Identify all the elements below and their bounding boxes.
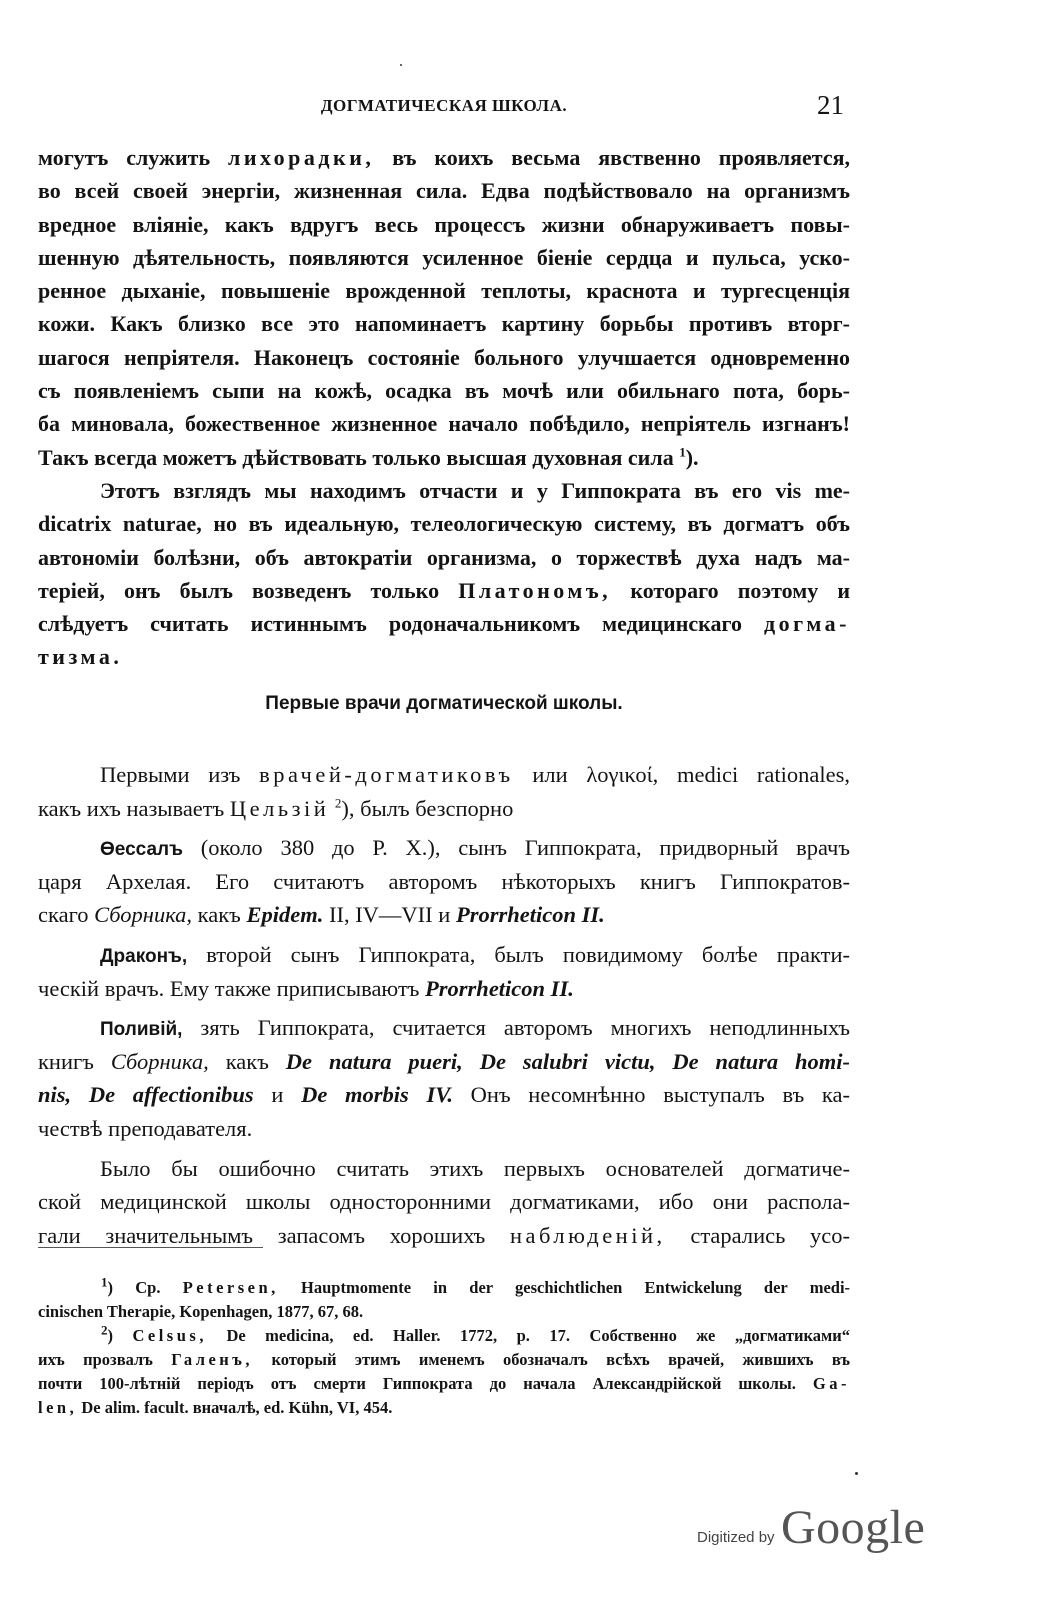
paragraph-1-line: ренное дыханіе, повышеніе врожденной теплоты, краснота и тургесценція xyxy=(38,278,850,304)
footnote-ref-2: 2 xyxy=(334,795,342,811)
text-run: ческій врачъ. Ему также приписываютъ xyxy=(38,975,420,1001)
text-run: или λογικοί, medici rationales, xyxy=(532,762,850,787)
paragraph-1-line: шенную дѣятельность, появляются усиленное біеніе сердца и пульса, уско- xyxy=(38,244,850,270)
text-run: почти 100-лѣтній періодъ отъ смерти Гиппократа до начала Александрійской школы. xyxy=(38,1374,796,1393)
spaced-emphasis: Petersen, xyxy=(182,1278,279,1297)
text-run: (около 380 до Р. Х.), сынъ Гиппократа, придворный врачъ xyxy=(200,835,850,861)
google-logo: Google xyxy=(781,1501,926,1554)
footnote-mark: 2 xyxy=(101,1324,108,1338)
text-run: Такъ всегда можетъ дѣйствовать только высшая духовная сила xyxy=(38,444,674,470)
print-speck xyxy=(400,64,402,66)
spaced-emphasis: Ga- xyxy=(812,1374,850,1393)
text-run: какъ xyxy=(197,902,241,928)
text-run: который этимъ именемъ обозначалъ всѣхъ врачей, жившихъ въ xyxy=(271,1350,850,1369)
paragraph-2-line xyxy=(38,574,850,607)
paragraph-2-line: тизма. xyxy=(38,644,123,670)
person-name: Өессалъ xyxy=(100,839,183,861)
text-run: какъ xyxy=(225,1048,269,1074)
italic-title: Сборника, xyxy=(110,1048,209,1074)
paragraph-1-line xyxy=(38,441,850,474)
text-run: ), былъ безспорно xyxy=(341,795,514,821)
spaced-emphasis: догма- xyxy=(764,611,850,637)
lower-text-block xyxy=(38,758,850,1252)
page-number: 21 xyxy=(817,90,844,120)
text-run: и xyxy=(271,1082,284,1108)
paragraph-6-line xyxy=(38,1011,850,1045)
paragraph-2-line: dicatrix naturae, но въ идеальную, телеологическую систему, въ догматъ объ xyxy=(38,511,850,537)
running-head: ДОГМАТИЧЕСКАЯ ШКОЛА. xyxy=(320,96,568,115)
spaced-emphasis: наблюденій, xyxy=(509,1222,666,1248)
text-run: могутъ служить xyxy=(38,145,211,170)
text-run: De medicina, ed. Haller. 1772, p. 17. Собственно же „догматиками“ xyxy=(226,1326,850,1345)
footnotes xyxy=(38,1276,850,1420)
page-header xyxy=(38,90,850,126)
paragraph-7-line: Было бы ошибочно считать этихъ первыхъ основателей догматиче- xyxy=(100,1155,850,1181)
footnote-2-line xyxy=(38,1348,850,1372)
footnote-2-line xyxy=(38,1396,850,1420)
text-run: старались усо- xyxy=(690,1222,850,1248)
paragraph-6-line xyxy=(38,1045,850,1079)
paragraph-6-line xyxy=(38,1078,850,1112)
text-run: скаго xyxy=(38,902,89,928)
italic-title: Prorrheticon II. xyxy=(455,902,605,928)
text-run: второй сынъ Гиппократа, былъ повидимому болѣе практи- xyxy=(206,941,850,967)
spaced-emphasis: Цельзій xyxy=(229,795,330,821)
footnote-1-line: cinischen Therapie, Kopenhagen, 1877, 67, 68. xyxy=(38,1302,364,1321)
spaced-emphasis: лихорадки, xyxy=(227,145,375,170)
paragraph-1-line: ба миновала, божественное жизненное начало побѣдило, непріятель изгнанъ! xyxy=(38,411,850,437)
spaced-emphasis: Платономъ, xyxy=(458,577,612,603)
text-run: котораго поэтому и xyxy=(630,577,850,603)
footnote-1-line xyxy=(38,1276,850,1300)
italic-title: Сборника, xyxy=(94,902,193,928)
text-run: какъ ихъ называетъ xyxy=(38,795,225,821)
spaced-emphasis: Celsus, xyxy=(132,1326,207,1345)
paragraph-1-line: во всей своей энергіи, жизненная сила. Едва подѣйствовало на организмъ xyxy=(38,178,850,204)
text-run: ) xyxy=(107,1326,113,1345)
paragraph-2-line: автономіи болѣзни, объ автократіи организма, о торжествѣ духа надъ ма- xyxy=(38,544,850,570)
footnote-ref-1: 1 xyxy=(679,444,686,460)
paragraph-6-line: чествѣ преподавателя. xyxy=(38,1115,253,1141)
paragraph-5-line xyxy=(38,938,850,972)
paragraph-1-line: шагося непріятеля. Наконецъ состояніе больного улучшается одновременно xyxy=(38,344,850,370)
paragraph-3-line xyxy=(38,792,850,826)
paragraph-4-line xyxy=(38,831,850,865)
paragraph-1-line: съ появленіемъ сыпи на кожѣ, осадка въ мочѣ или обильнаго пота, борь- xyxy=(38,378,850,404)
paragraph-4-line xyxy=(38,898,850,932)
text-run: ихъ прозвалъ xyxy=(38,1350,153,1369)
paragraph-1-line: кожи. Какъ близко все это напоминаетъ картину борьбы противъ вторг- xyxy=(38,311,850,337)
person-name: Драконъ, xyxy=(100,945,188,967)
paragraph-1-line xyxy=(38,141,850,174)
spaced-emphasis: врачей-догматиковъ xyxy=(259,762,514,787)
italic-title: De morbis IV. xyxy=(301,1082,453,1108)
upper-text-block xyxy=(38,141,850,674)
section-heading: Первые врачи догматической школы. xyxy=(265,693,623,714)
person-name: Поливій, xyxy=(100,1019,183,1041)
text-run: ). xyxy=(685,444,699,470)
print-speck xyxy=(855,1472,858,1475)
digitized-watermark xyxy=(697,1500,926,1560)
watermark-label: Digitized by xyxy=(697,1529,775,1546)
text-run: слѣдуетъ считать истиннымъ родоначальникомъ медицинскаго xyxy=(38,611,742,637)
paragraph-1-line: вредное вліяніе, какъ вдругъ весь процессъ жизни обнаруживаетъ повы- xyxy=(38,211,850,237)
text-run: гали значительнымъ запасомъ хорошихъ xyxy=(38,1222,486,1248)
spaced-emphasis: Галенъ, xyxy=(171,1350,254,1369)
italic-title: De natura pueri, De salubri victu, De natura homi- xyxy=(285,1048,850,1074)
paragraph-2-line: Этотъ взглядъ мы находимъ отчасти и у Гиппократа въ его vis me- xyxy=(100,477,850,503)
footnote-mark: 1 xyxy=(101,1276,108,1290)
text-run: Первыми изъ xyxy=(100,762,241,787)
text-run: Hauptmomente in der geschichtlichen Entwickelung der medi- xyxy=(301,1278,850,1297)
paragraph-5-line xyxy=(38,972,850,1006)
text-run: II, IV—VII и xyxy=(328,902,451,928)
italic-title: Epidem. xyxy=(246,902,324,928)
text-run: книгъ xyxy=(38,1048,94,1074)
text-run: въ коихъ весьма явственно проявляется, xyxy=(392,145,850,170)
text-run: ) Cp. xyxy=(107,1278,161,1297)
text-run: зять Гиппократа, считается авторомъ многихъ неподлинныхъ xyxy=(200,1015,850,1041)
italic-title: Prorrheticon II. xyxy=(425,975,574,1001)
paragraph-4-line: царя Архелая. Его считаютъ авторомъ нѣкоторыхъ книгъ Гиппократов- xyxy=(38,868,850,894)
footnote-2-line xyxy=(38,1324,850,1348)
paragraph-2-line xyxy=(38,607,850,640)
text-run: De alim. facult. вначалѣ, ed. Kühn, VI, 454. xyxy=(81,1398,393,1417)
spaced-emphasis: len, xyxy=(38,1398,78,1417)
paragraph-3-line xyxy=(38,758,850,792)
text-run: теріей, онъ былъ возведенъ только xyxy=(38,577,440,603)
footnote-2-line xyxy=(38,1372,850,1396)
paragraph-7-line: ской медицинской школы односторонними догматиками, ибо они распола- xyxy=(38,1189,850,1215)
text-run: Онъ несомнѣнно выступалъ въ ка- xyxy=(470,1082,850,1108)
italic-title: nis, De affectionibus xyxy=(38,1082,254,1108)
footnote-rule xyxy=(38,1247,263,1248)
